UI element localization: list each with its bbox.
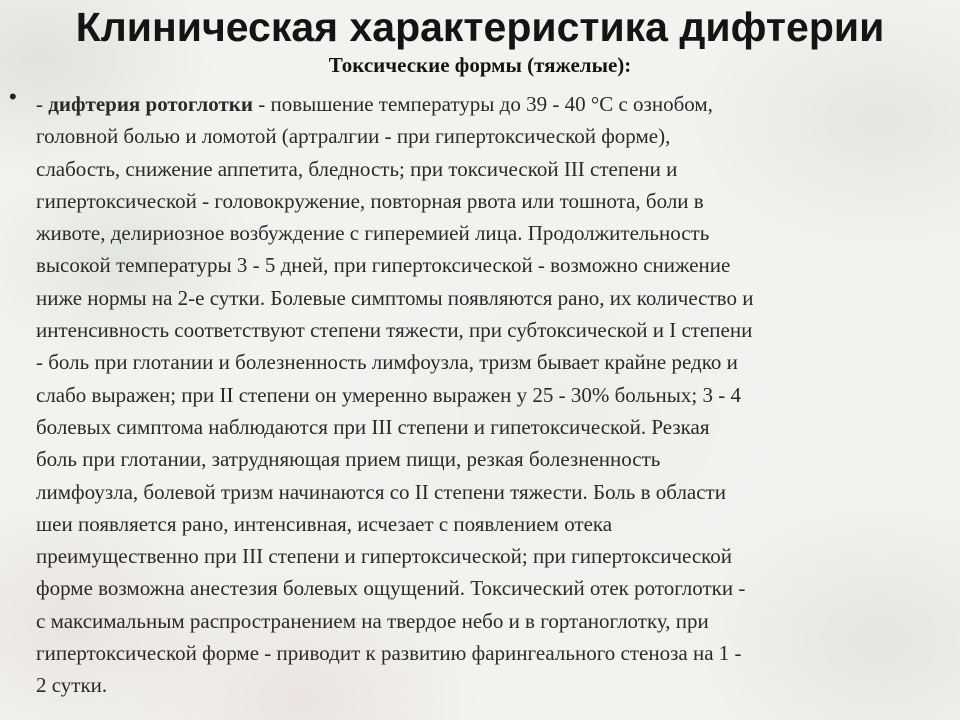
- body-line-2: головной болью и ломотой (артралгии - при гипертоксической форме),: [36, 124, 671, 149]
- body-line-3: слабость, снижение аппетита, бледность; при токсической III степени и: [36, 156, 678, 181]
- body-line-8: интенсивность соответствуют степени тяжести, при субтоксической и I степени: [36, 318, 753, 343]
- slide-subtitle: Токсические формы (тяжелые):: [328, 53, 632, 77]
- body-line-17: с максимальным распространением на твердое небо и в гортаноглотку, при: [36, 608, 709, 633]
- body-line-16: форме возможна анестезия болевых ощущений. Токсический отек ротоглотки -: [36, 576, 746, 601]
- body-line-15: преимущественно при III степени и гипертоксической; при гипертоксической: [36, 544, 733, 569]
- body-line-14: шеи появляется рано, интенсивная, исчезает с появлением отека: [36, 511, 613, 536]
- body-line-6: высокой температуры 3 - 5 дней, при гипертоксической - возможно снижение: [36, 253, 731, 278]
- body-line-13: лимфоузла, болевой тризм начинаются со II степени тяжести. Боль в области: [36, 479, 726, 504]
- body-line-12: боль при глотании, затрудняющая прием пищи, резкая болезненность: [36, 447, 661, 472]
- line-prefix: -: [36, 92, 49, 116]
- body-line-5: животе, делириозное возбуждение с гиперемией лица. Продолжительность: [36, 221, 710, 246]
- body-line-4: гипертоксической - головокружение, повторная рвота или тошнота, боли в: [36, 188, 704, 213]
- body-line-18: гипертоксической форме - приводит к развитию фарингеального стеноза на 1 -: [36, 641, 742, 666]
- body-line-7: ниже нормы на 2-е сутки. Болевые симптомы появляются рано, их количество и: [36, 285, 754, 310]
- slide-title: Клиническая характеристика дифтерии: [75, 4, 885, 50]
- bullet-icon: •: [9, 84, 17, 109]
- body-line-10: слабо выражен; при II степени он умеренно выражен у 25 - 30% больных; 3 - 4: [36, 382, 741, 407]
- body-line-1: [36, 88, 956, 120]
- body-line-19: 2 сутки.: [36, 673, 108, 698]
- term-highlight: дифтерия ротоглотки: [48, 92, 253, 116]
- body-paragraph: [36, 88, 956, 702]
- line-suffix: - повышение температуры до 39 - 40 °С с ознобом,: [252, 92, 713, 116]
- body-line-9: - боль при глотании и болезненность лимфоузла, тризм бывает крайне редко и: [36, 350, 738, 375]
- body-line-11: болевых симптома наблюдаются при III степени и гипетоксической. Резкая: [36, 414, 710, 439]
